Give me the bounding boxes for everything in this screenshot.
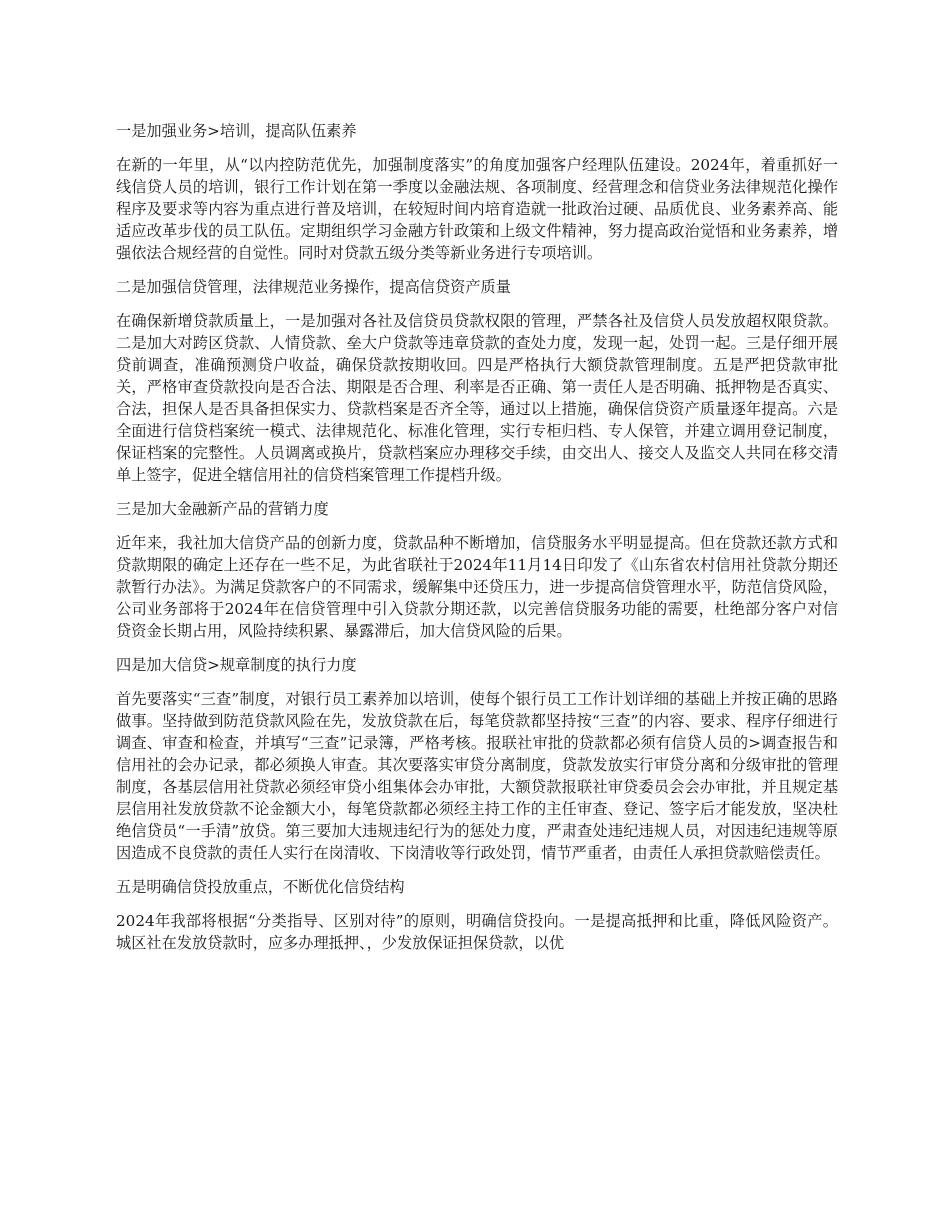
section-body-3: 近年来，我社加大信贷产品的创新力度，贷款品种不断增加，信贷服务水平明显提高。但在贷款还款方式和贷款期限的确定上还存在一些不足，为此省联社于2024年11月14日印发了《山东省农村信用社贷款分期还款暂行办法》。为满足贷款客户的不同需求，缓解集中还贷压力，进一步提高信贷管理水平，防范信贷风险，公司业务部将于2024年在信贷管理中引入贷款分期还款，以完善信贷服务功能的需要，杜绝部分客户对信贷资金长期占用，风险持续积累、暴露滞后，加大信贷风险的后果。: [116, 534, 838, 640]
document-page: [116, 120, 838, 966]
section-heading-2: 二是加强信贷管理，法律规范业务操作，提高信贷资产质量: [116, 278, 511, 296]
section-heading-3: 三是加大金融新产品的营销力度: [116, 500, 329, 518]
section-heading-4: 四是加大信贷>规章制度的执行力度: [116, 656, 357, 674]
section-heading-1: 一是加强业务>培训，提高队伍素养: [116, 122, 357, 140]
section-body-2: 在确保新增贷款质量上，一是加强对各社及信贷员贷款权限的管理，严禁各社及信贷人员发放超权限贷款。二是加大对跨区贷款、人情贷款、垒大户贷款等违章贷款的查处力度，发现一起，处罚一起。三是仔细开展贷前调查，准确预测贷户收益，确保贷款按期收回。四是严格执行大额贷款管理制度。五是严把贷款审批关，严格审查贷款投向是否合法、期限是否合理、利率是否正确、第一责任人是否明确、抵押物是否真实、合法，担保人是否具备担保实力、贷款档案是否齐全等，通过以上措施，确保信贷资产质量逐年提高。六是全面进行信贷档案统一模式、法律规范化、标准化管理，实行专柜归档、专人保管，并建立调用登记制度，保证档案的完整性。人员调离或换片，贷款档案应办理移交手续，由交出人、接交人及监交人共同在移交清单上签字，促进全辖信用社的信贷档案管理工作提档升级。: [116, 312, 838, 484]
section-heading-5: 五是明确信贷投放重点，不断优化信贷结构: [116, 878, 405, 896]
section-body-4: 首先要落实“三查”制度，对银行员工素养加以培训，使每个银行员工工作计划详细的基础上并按正确的思路做事。坚持做到防范贷款风险在先，发放贷款在后，每笔贷款都坚持按“三查”的内容、要求、程序仔细进行调查、审查和检查，并填写“三查”记录簿，严格考核。报联社审批的贷款都必须有信贷人员的>调查报告和信用社的会办记录，都必须换人审查。其次要落实审贷分离制度，贷款发放实行审贷分离和分级审批的管理制度，各基层信用社贷款必须经审贷小组集体会办审批，大额贷款报联社审贷委员会会办审批，并且规定基层信用社发放贷款不论金额大小，每笔贷款都必须经主持工作的主任审查、登记、签字后才能发放，坚决杜绝信贷员“一手清”放贷。第三要加大违规违纪行为的惩处力度，严肃查处违纪违规人员，对因违纪违规等原因造成不良贷款的责任人实行在岗清收、下岗清收等行政处罚，情节严重者，由责任人承担贷款赔偿责任。: [116, 690, 838, 862]
section-body-1: 在新的一年里，从“以内控防范优先，加强制度落实”的角度加强客户经理队伍建设。2024年，着重抓好一线信贷人员的培训，银行工作计划在第一季度以金融法规、各项制度、经营理念和信贷业务法律规范化操作程序及要求等内容为重点进行普及培训，在较短时间内培育造就一批政治过硬、品质优良、业务素养高、能适应改革步伐的员工队伍。定期组织学习金融方针政策和上级文件精神，努力提高政治觉悟和业务素养，增强依法合规经营的自觉性。同时对贷款五级分类等新业务进行专项培训。: [116, 156, 838, 262]
section-body-5: 2024年我部将根据“分类指导、区别对待”的原则，明确信贷投向。一是提高抵押和比重，降低风险资产。城区社在发放贷款时，应多办理抵押、，少发放保证担保贷款，以优: [116, 912, 838, 952]
